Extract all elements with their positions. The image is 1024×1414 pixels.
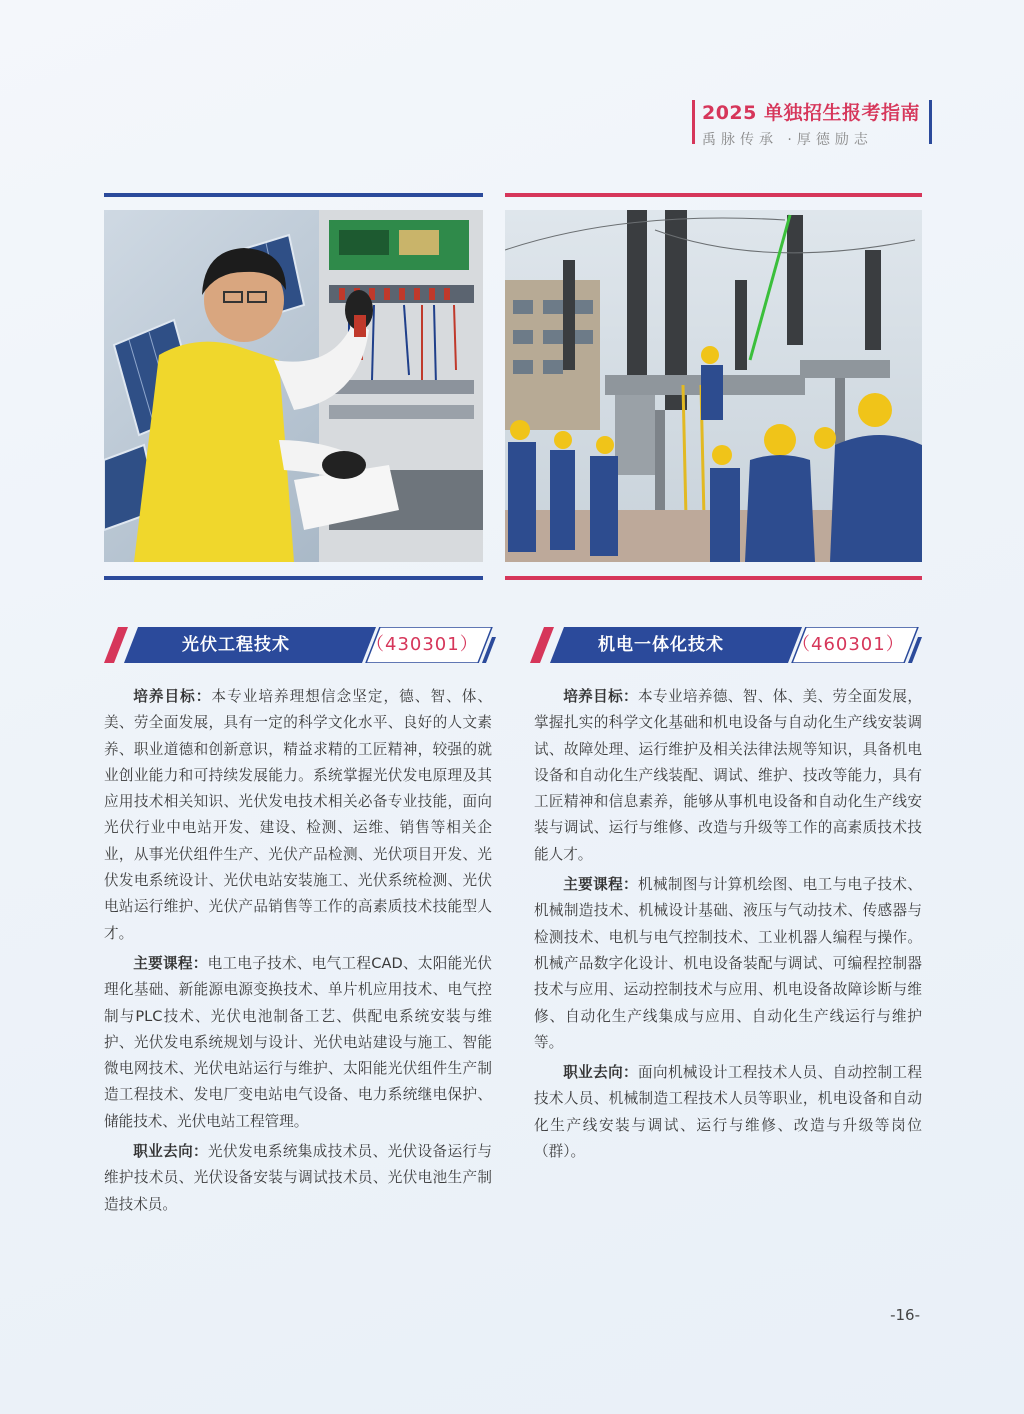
paragraph-text: 电工电子技术、电气工程CAD、太阳能光伏理化基础、新能源电源变换技术、单片机应用技术、电气控制与PLC技术、光伏电池制备工艺、供配电系统安装与维护、光伏发电系统规划与设计、光伏电站建设与施工、智能微电网技术、光伏电站运行与维护、太阳能光伏组件生产制造工程技术、发电厂变电站电气设备、电力系统继电保护、储能技术、光伏电站工程管理。 — [104, 954, 492, 1130]
paragraph-label: 培养目标： — [563, 688, 639, 705]
photo-bottom-rule — [104, 576, 483, 580]
mechatronics-major-description — [534, 684, 922, 1169]
photo-bottom-rule — [505, 576, 922, 580]
guide-motto: 禹脉传承 ·厚德励志 — [701, 132, 873, 148]
paragraph-text: 机械制图与计算机绘图、电工与电子技术、机械制造技术、机械设计基础、液压与气动技术、传感器与检测技术、电机与电气控制技术、工业机器人编程与操作。机械产品数字化设计、机电设备装配与调试、可编程控制器技术与应用、运动控制技术与应用、机电设备故障诊断与维修、自动化生产线集成与应用、自动化生产线运行与维护等。 — [534, 876, 922, 1051]
major-code: （430301） — [366, 634, 479, 655]
paragraph-courses — [534, 872, 922, 1056]
photo-substation-students — [505, 193, 922, 581]
guide-year: 2025 — [701, 102, 757, 124]
photo-pv-student — [104, 193, 483, 581]
photo-top-rule — [505, 193, 922, 197]
pv-major-description — [104, 684, 492, 1222]
paragraph-text: 光伏发电系统集成技术员、光伏设备运行与维护技术员、光伏设备安装与调试技术员、光伏电池生产制造技术员。 — [104, 1143, 492, 1213]
paragraph-text: 面向机械设计工程技术人员、自动控制工程技术人员、机械制造工程技术人员等职业，机电设备和自动化生产线安装与调试、运行与维修、改造与升级等岗位（群）。 — [534, 1064, 922, 1161]
paragraph-objective — [104, 684, 492, 947]
paragraph-careers — [104, 1139, 492, 1218]
substation-training-image — [505, 210, 922, 562]
section-bar-mechatronics — [530, 627, 922, 663]
photo-top-rule — [104, 193, 483, 197]
paragraph-label: 主要课程： — [133, 954, 208, 972]
paragraph-courses — [104, 951, 492, 1135]
paragraph-label: 主要课程： — [563, 876, 639, 894]
guide-title — [702, 98, 920, 125]
major-name: 光伏工程技术 — [182, 635, 290, 655]
paragraph-label: 职业去向： — [133, 1143, 209, 1161]
paragraph-text: 本专业培养理想信念坚定，德、智、体、美、劳全面发展，具有一定的科学文化水平、良好的人文素养、职业道德和创新意识，精益求精的工匠精神，较强的就业创业能力和可持续发展能力。系统掌握光伏发电原理及其应用技术相关知识、光伏发电技术相关必备专业技能，面向光伏行业中电站开发、建设、检测、运维、销售等相关企业，从事光伏组件生产、光伏产品检测、光伏项目开发、光伏发电系统设计、光伏电站安装施工、光伏系统检测、光伏电站运行维护、光伏产品销售等工作的高素质技术技能型人才。 — [104, 688, 492, 942]
paragraph-label: 培养目标： — [133, 688, 212, 705]
section-bar-pv — [104, 627, 496, 663]
header-accent-bar — [692, 100, 695, 144]
paragraph-objective — [534, 684, 922, 868]
paragraph-careers — [534, 1060, 922, 1165]
paragraph-text: 本专业培养德、智、体、美、劳全面发展，掌握扎实的科学文化基础和机电设备与自动化生产线安装调试、故障处理、运行维护及相关法律法规等知识，具备机电设备和自动化生产线装配、调试、维护、技改等能力，具有工匠精神和信息素养，能够从事机电设备和自动化生产线安装与调试、运行与维修、改造与升级等工作的高素质技术技能人才。 — [534, 688, 922, 863]
student-wiring-panel-image — [104, 210, 483, 562]
major-code: （460301） — [792, 634, 905, 655]
paragraph-label: 职业去向： — [563, 1064, 639, 1082]
header-accent-bar-right — [929, 100, 932, 144]
guide-title-text: 单独招生报考指南 — [763, 102, 920, 124]
major-name: 机电一体化技术 — [598, 635, 724, 655]
guide-header — [692, 98, 920, 146]
page-number: -16- — [890, 1306, 920, 1324]
